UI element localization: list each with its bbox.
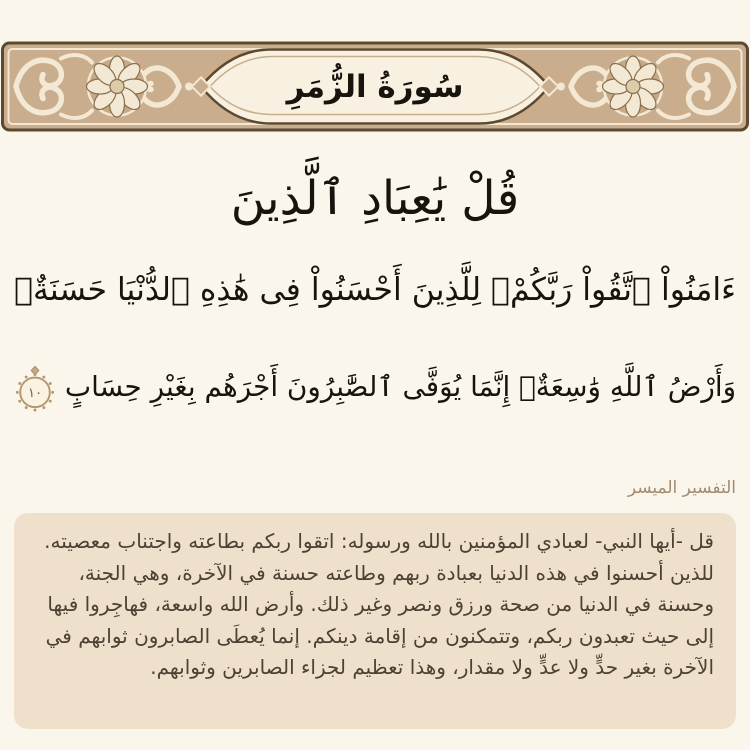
verse-line-2 <box>0 243 750 335</box>
tafsir-card <box>14 513 736 729</box>
surah-header-banner <box>1 41 749 132</box>
ayah-number-medallion <box>14 365 56 412</box>
ayah-number: ١٠ <box>27 385 43 401</box>
verse-line-1-text: قُلْ يَٰعِبَادِ ٱلَّذِينَ <box>230 171 520 226</box>
verse-line-1 <box>0 155 750 243</box>
verse-line-3-content <box>14 339 736 435</box>
tafsir-text: قل -أيها النبي- لعبادي المؤمنين بالله ورسوله: اتقوا ربكم بطاعته واجتناب معصيته. للذين أحسنوا في هذه الدنيا بعبادة ربهم وطاعته حسنة في الآخرة، وهي الجنة، وحسنة في الدنيا من صحة ورزق ونصر وغير ذلك. وأرض الله واسعة، فهاجِروا فيها إلى حيث تعبدون ربكم، وتتمكنون من إقامة دينكم. إنما يُعطَى الصابرون ثوابهم في الآخرة بغير حدٍّ ولا عدٍّ ولا مقدار، وهذا تعظيم لجزاء الصابرين وثوابهم. <box>44 529 714 679</box>
verse-line-2-text: ءَامَنُواْ ٱتَّقُواْ رَبَّكُمْۚ لِلَّذِينَ أَحْسَنُواْ فِى هَٰذِهِ ٱلدُّنْيَا حَسَنَةٌۗ <box>14 272 736 308</box>
verse-line-3-text: وَأَرْضُ ٱللَّهِ وَٰسِعَةٌۗ إِنَّمَا يُوَفَّى ٱلصَّٰبِرُونَ أَجْرَهُم بِغَيْرِ حِسَابٍ <box>64 370 737 403</box>
verse-line-3 <box>0 337 750 433</box>
surah-title: سُورَةُ الزُّمَرِ <box>286 68 464 105</box>
tafsir-source-label: التفسير الميسر <box>627 478 736 498</box>
